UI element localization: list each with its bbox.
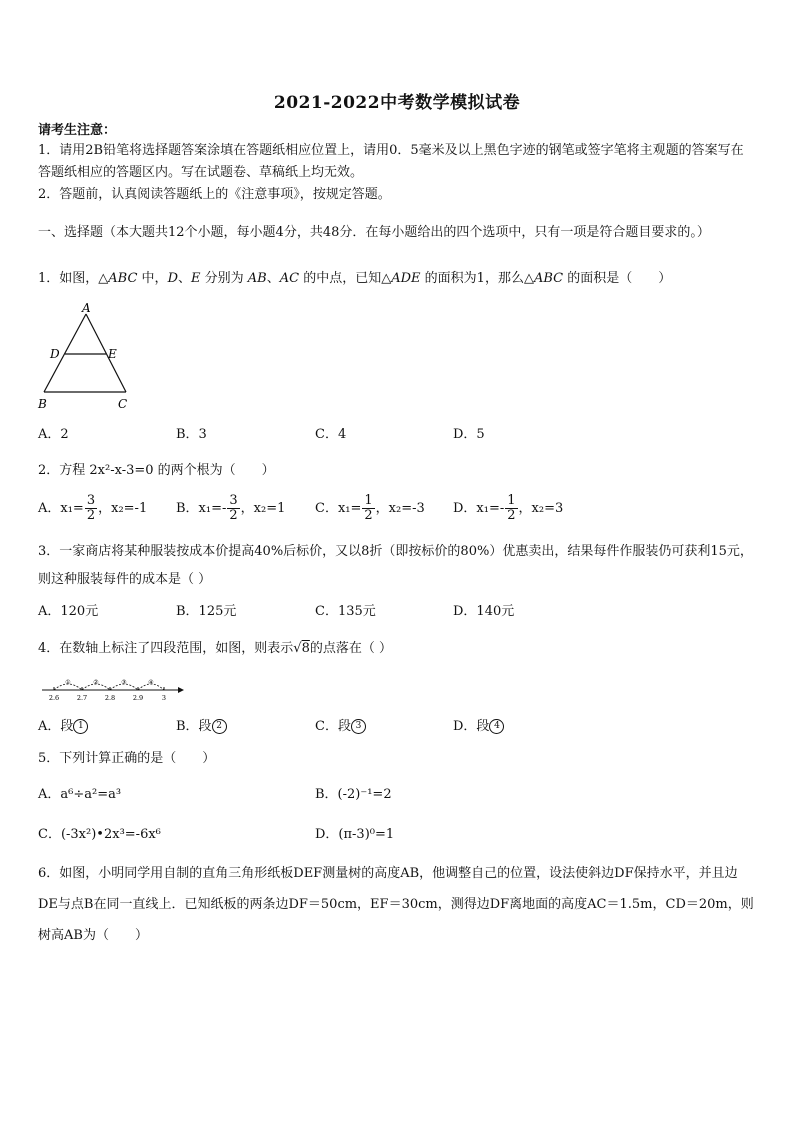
q2-option-d[interactable]: D．x₁=- $\frac{1}{2}$ ，x₂=3: [453, 493, 564, 523]
question-5-stem: 5．下列计算正确的是（ ）: [38, 751, 216, 766]
page-title: 2021-2022中考数学模拟试卷: [273, 93, 521, 113]
tick-label-2-6: 2.6: [48, 694, 60, 702]
segment-label-3: ③: [121, 679, 127, 686]
question-3-stem: 3．一家商店将某种服装按成本价提高40%后标价，又以8折（即按标价的80%）优惠卖出，结果每件作服装仍可获利15元，则这种服装每件的成本是（ ）: [38, 544, 753, 587]
question-2-stem: 2．方程 2x²-x-3=0 的两个根为（ ）: [38, 463, 275, 478]
tick-label-2-7: 2.7: [76, 694, 88, 702]
q2-option-a[interactable]: A．x₁= $\frac{3}{2}$ ，x₂=-1: [38, 493, 148, 523]
q2-option-b[interactable]: B．x₁=- $\frac{3}{2}$ ，x₂=1: [176, 493, 286, 523]
q5-option-c[interactable]: C．(-3x²)•2x³=-6x⁶: [38, 827, 161, 842]
q1-option-d[interactable]: D．5: [453, 427, 485, 442]
notice-item-1: 1．请用2B铅笔将选择题答案涂填在答题纸相应位置上，请用0．5毫米及以上黑色字迹的钢笔或签字笔将主观题的答案写在答题纸相应的答题区内。写在试题卷、草稿纸上均无效。: [38, 143, 744, 180]
segment-label-4: ④: [148, 679, 154, 686]
sqrt-symbol: √8: [293, 641, 310, 656]
triangle-figure: [36, 300, 136, 415]
section-heading: 一、选择题（本大题共12个小题，每小题4分，共48分．在每小题给出的四个选项中，只有一项是符合题目要求的。）: [38, 225, 710, 240]
tick-label-2-9: 2.9: [132, 694, 144, 702]
q3-option-c[interactable]: C．135元: [315, 604, 376, 619]
q4-option-c[interactable]: C．段 3: [315, 718, 366, 736]
q3-option-a[interactable]: A．120元: [38, 604, 99, 619]
q4-option-a[interactable]: A．段 1: [38, 718, 88, 736]
q5-option-b[interactable]: B．(-2)⁻¹=2: [315, 787, 392, 802]
tick-label-3: 3: [161, 694, 167, 702]
vertex-label-d: D: [50, 347, 60, 361]
q5-option-d[interactable]: D．(π-3)⁰=1: [315, 827, 395, 842]
q1-option-b[interactable]: B．3: [176, 427, 207, 442]
segment-label-1: ①: [65, 679, 71, 686]
vertex-label-e: E: [108, 347, 117, 361]
q4-option-b[interactable]: B．段 2: [176, 718, 227, 736]
question-4-stem: 4．在数轴上标注了四段范围，如图，则表示√8的点落在（ ）: [38, 641, 392, 656]
segment-label-2: ②: [93, 679, 99, 686]
q2-option-c[interactable]: C．x₁= $\frac{1}{2}$ ，x₂=-3: [315, 493, 425, 523]
q1-option-c[interactable]: C．4: [315, 427, 347, 442]
number-line-figure: [38, 674, 188, 704]
q1-option-a[interactable]: A．2: [38, 427, 69, 442]
q3-option-b[interactable]: B．125元: [176, 604, 237, 619]
q5-option-a[interactable]: A．a⁶÷a²=a³: [38, 787, 122, 802]
question-1-stem: 1．如图，△ABC 中，D、E 分别为 AB、AC 的中点，已知△ADE 的面积为1，那么△ABC 的面积是（ ）: [38, 271, 672, 286]
vertex-label-b: B: [38, 397, 47, 411]
q4-option-d[interactable]: D．段 4: [453, 718, 504, 736]
vertex-label-a: A: [82, 301, 91, 315]
tick-label-2-8: 2.8: [104, 694, 116, 702]
notice-heading: 请考生注意：: [38, 123, 117, 138]
q3-option-d[interactable]: D．140元: [453, 604, 515, 619]
vertex-label-c: C: [118, 397, 128, 411]
notice-item-2: 2．答题前，认真阅读答题纸上的《注意事项》，按规定答题。: [38, 187, 391, 202]
question-6-stem: 6．如图，小明同学用自制的直角三角形纸板DEF测量树的高度AB，他调整自己的位置，设法使斜边DF保持水平，并且边DE与点B在同一直线上．已知纸板的两条边DF＝50cm，EF＝30cm，测得边DF离地面的高度AC＝1.5m，CD＝20m，则树高AB为（ ）: [38, 866, 754, 943]
